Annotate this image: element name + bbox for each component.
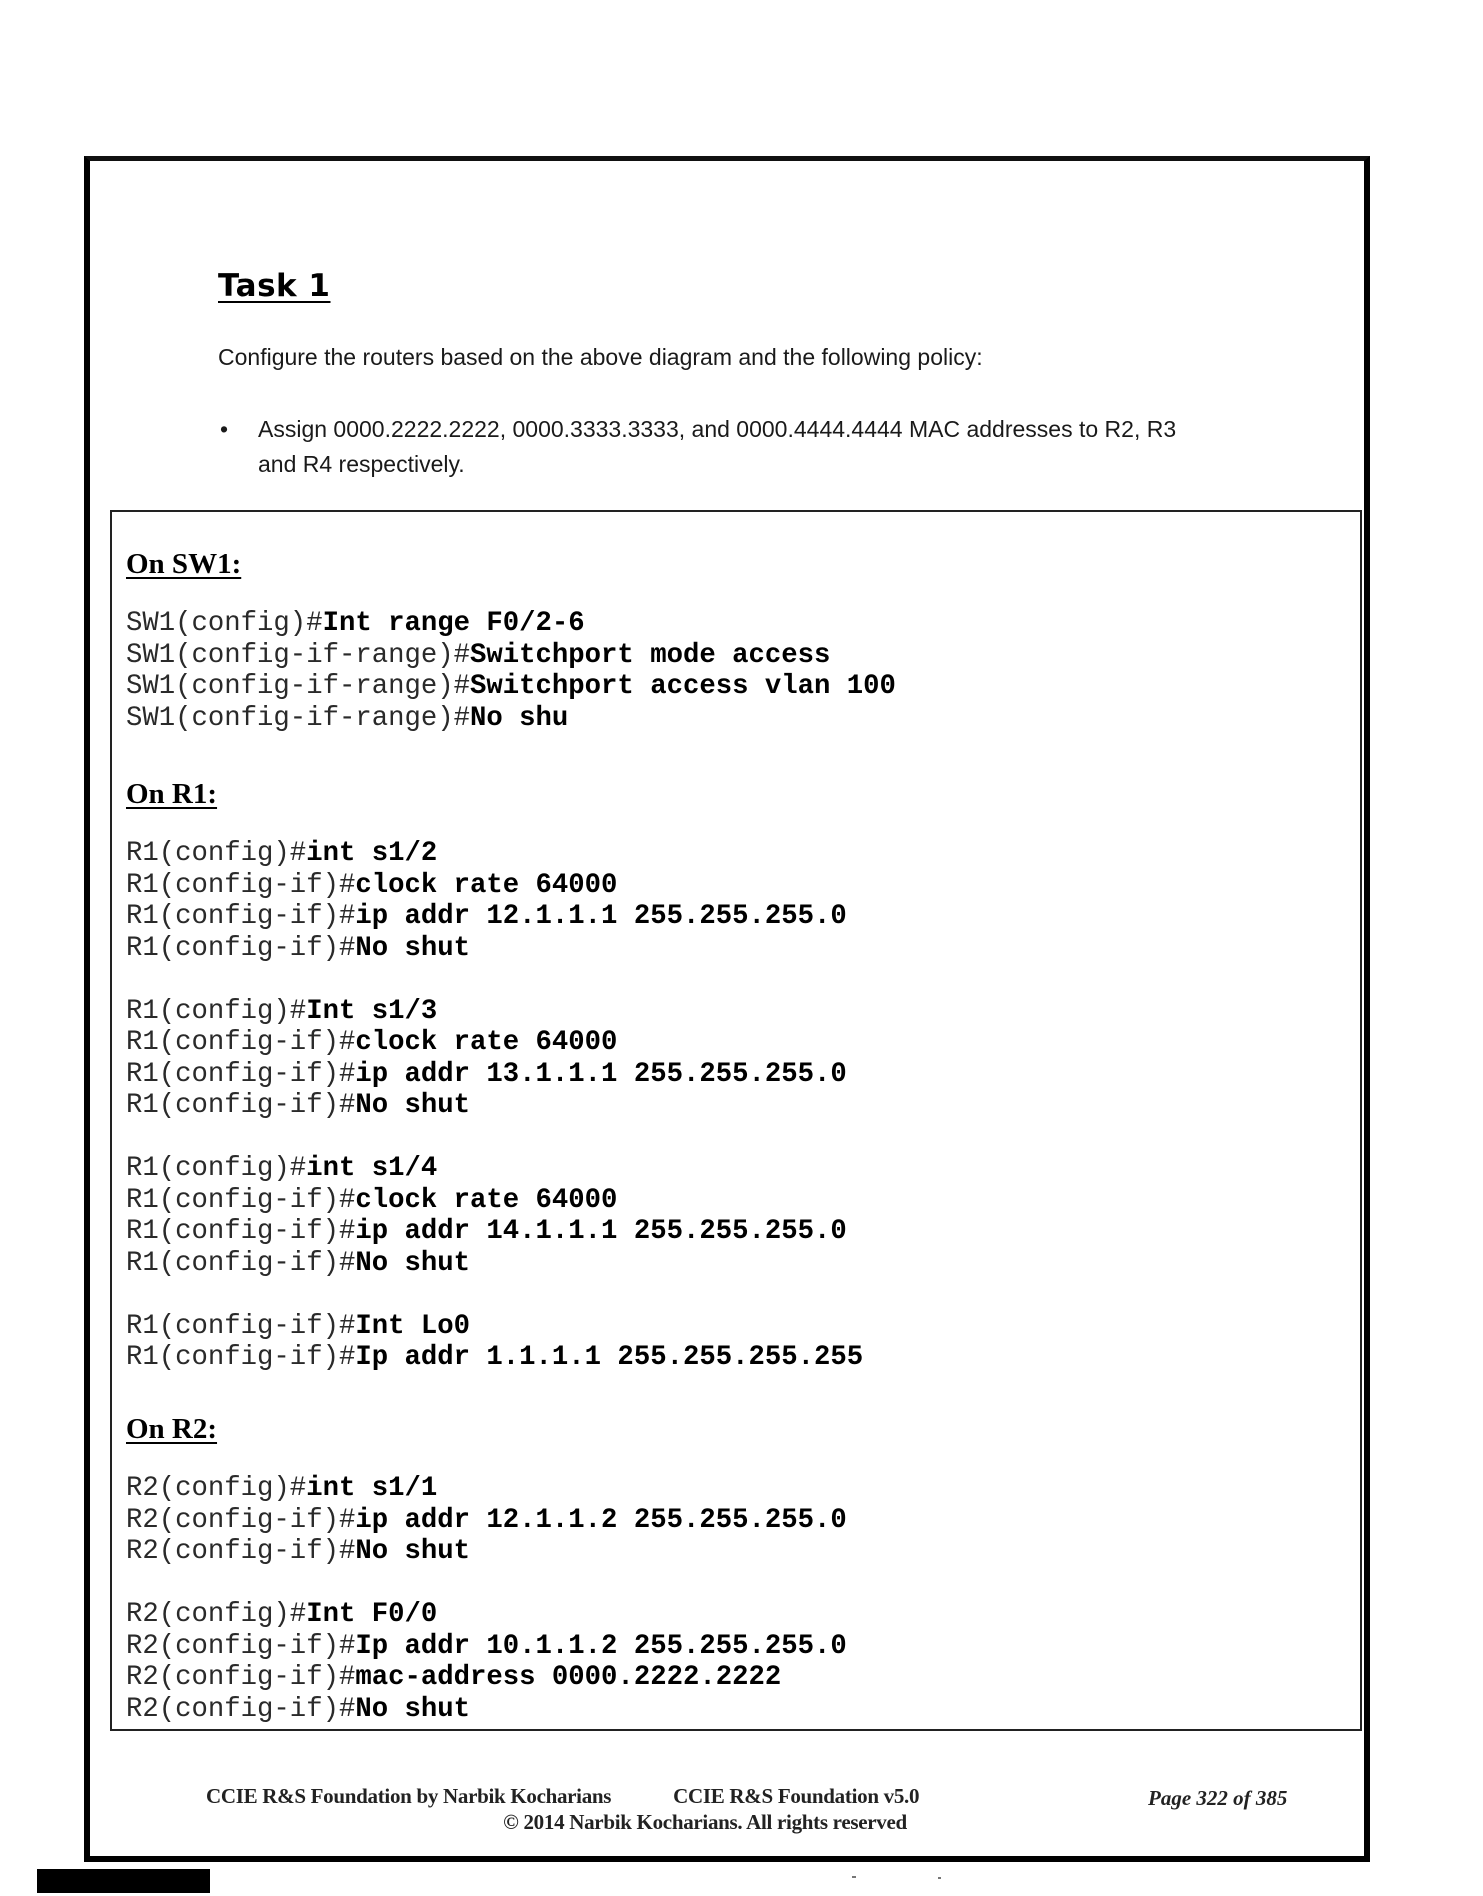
section-heading-r1: On R1: xyxy=(126,778,218,810)
cli-command: clock rate 64000 xyxy=(355,1027,618,1058)
redaction-bar xyxy=(37,1869,210,1893)
cli-prompt: R1(config-if)# xyxy=(126,1027,356,1058)
cli-command: int s1/1 xyxy=(306,1473,438,1504)
code-line xyxy=(126,1536,847,1568)
cli-prompt: R1(config-if)# xyxy=(126,901,356,932)
cli-prompt: R1(config-if)# xyxy=(126,1247,356,1279)
code-line xyxy=(126,1662,847,1694)
cli-prompt: R1(config)# xyxy=(126,838,307,869)
cli-command: Int F0/0 xyxy=(306,1599,438,1630)
cli-command: ip addr 14.1.1.1 255.255.255.0 xyxy=(355,1216,847,1247)
cli-command: No shut xyxy=(355,1090,471,1121)
task-intro: Configure the routers based on the above diagram and the following policy: xyxy=(218,344,983,370)
code-line xyxy=(126,703,896,735)
cli-prompt: R1(config)# xyxy=(126,1153,307,1184)
policy-item xyxy=(218,412,1218,482)
code-line xyxy=(126,1090,863,1122)
cli-prompt: R1(config-if)# xyxy=(126,1216,356,1247)
code-line xyxy=(126,1185,863,1217)
solution-box xyxy=(110,510,1362,1731)
cli-prompt: SW1(config)# xyxy=(126,608,323,639)
code-line xyxy=(126,1027,863,1059)
scan-speck xyxy=(852,1876,856,1878)
blank-line xyxy=(126,1279,863,1311)
blank-line xyxy=(126,1568,847,1600)
policy-text: Assign 0000.2222.2222, 0000.3333.3333, and 0000.4444.4444 MAC addresses to R2, R3 and R4 respectively. xyxy=(258,416,1177,477)
section-heading-r2: On R2: xyxy=(126,1413,218,1445)
cli-prompt: R2(config-if)# xyxy=(126,1630,356,1662)
code-line xyxy=(126,1248,863,1280)
footer-line-1 xyxy=(206,1784,919,1809)
cli-command: int s1/2 xyxy=(306,838,438,869)
cli-command: Int Lo0 xyxy=(355,1310,471,1342)
code-line xyxy=(126,870,863,902)
code-line xyxy=(126,1505,847,1537)
code-line xyxy=(126,671,896,703)
scan-speck xyxy=(938,1877,941,1879)
cli-command: int s1/4 xyxy=(306,1153,438,1184)
task-title: Task 1 xyxy=(218,268,331,304)
code-block-r2 xyxy=(126,1473,847,1725)
blank-line xyxy=(126,964,863,996)
cli-command: Int range F0/2-6 xyxy=(322,608,585,639)
cli-command: Ip addr 10.1.1.2 255.255.255.0 xyxy=(355,1630,847,1662)
cli-prompt: R1(config-if)# xyxy=(126,869,356,901)
cli-prompt: SW1(config-if-range)# xyxy=(126,671,470,702)
cli-prompt: R1(config-if)# xyxy=(126,1342,356,1373)
cli-command: No shut xyxy=(355,932,471,964)
bullet-icon: • xyxy=(220,416,229,442)
cli-command: ip addr 12.1.1.2 255.255.255.0 xyxy=(355,1504,847,1536)
code-line xyxy=(126,640,896,672)
code-line xyxy=(126,996,863,1028)
cli-prompt: R1(config-if)# xyxy=(126,1310,356,1342)
code-line xyxy=(126,1599,847,1631)
cli-command: ip addr 12.1.1.1 255.255.255.0 xyxy=(355,901,847,932)
cli-prompt: R2(config-if)# xyxy=(126,1536,356,1567)
cli-command: Switchport mode access xyxy=(470,639,831,671)
cli-prompt: R2(config-if)# xyxy=(126,1504,356,1536)
code-line xyxy=(126,1473,847,1505)
cli-command: Ip addr 1.1.1.1 255.255.255.255 xyxy=(355,1342,864,1373)
cli-prompt: R1(config-if)# xyxy=(126,1184,356,1216)
code-line xyxy=(126,608,896,640)
blank-line xyxy=(126,1122,863,1154)
cli-command: No shu xyxy=(470,702,569,734)
footer-copyright: © 2014 Narbik Kocharians. All rights reserved xyxy=(503,1810,907,1834)
cli-prompt: R2(config-if)# xyxy=(126,1662,356,1693)
section-r2 xyxy=(126,1414,847,1725)
code-line xyxy=(126,1631,847,1663)
code-line xyxy=(126,933,863,965)
section-heading-sw1: On SW1: xyxy=(126,548,242,580)
cli-prompt: SW1(config-if-range)# xyxy=(126,639,470,671)
footer-book-author: CCIE R&S Foundation by Narbik Kocharians xyxy=(206,1784,612,1808)
code-line xyxy=(126,1694,847,1726)
code-line xyxy=(126,838,863,870)
cli-command: No shut xyxy=(355,1693,471,1725)
code-block-sw1 xyxy=(126,608,896,734)
section-r1 xyxy=(126,779,863,1374)
code-block-r1 xyxy=(126,838,863,1374)
cli-command: clock rate 64000 xyxy=(355,1184,618,1216)
cli-command: Switchport access vlan 100 xyxy=(470,671,896,702)
cli-command: ip addr 13.1.1.1 255.255.255.0 xyxy=(355,1058,847,1090)
cli-prompt: R2(config)# xyxy=(126,1599,307,1630)
code-line xyxy=(126,1059,863,1091)
cli-command: mac-address 0000.2222.2222 xyxy=(355,1662,782,1693)
cli-prompt: R1(config-if)# xyxy=(126,1090,356,1121)
cli-command: No shut xyxy=(355,1247,471,1279)
code-line xyxy=(126,1311,863,1343)
cli-prompt: SW1(config-if-range)# xyxy=(126,702,470,734)
cli-command: No shut xyxy=(355,1536,471,1567)
cli-prompt: R1(config-if)# xyxy=(126,1058,356,1090)
code-line xyxy=(126,1342,863,1374)
page-number: Page 322 of 385 xyxy=(1148,1786,1288,1810)
cli-prompt: R2(config-if)# xyxy=(126,1693,356,1725)
cli-command: Int s1/3 xyxy=(306,995,438,1027)
task-policy-list xyxy=(218,412,1218,482)
cli-prompt: R1(config-if)# xyxy=(126,932,356,964)
section-sw1 xyxy=(126,549,896,734)
code-line xyxy=(126,1216,863,1248)
cli-prompt: R1(config)# xyxy=(126,995,307,1027)
code-line xyxy=(126,1153,863,1185)
code-line xyxy=(126,901,863,933)
cli-command: clock rate 64000 xyxy=(355,869,618,901)
footer-book-version: CCIE R&S Foundation v5.0 xyxy=(673,1784,920,1808)
cli-prompt: R2(config)# xyxy=(126,1473,307,1504)
